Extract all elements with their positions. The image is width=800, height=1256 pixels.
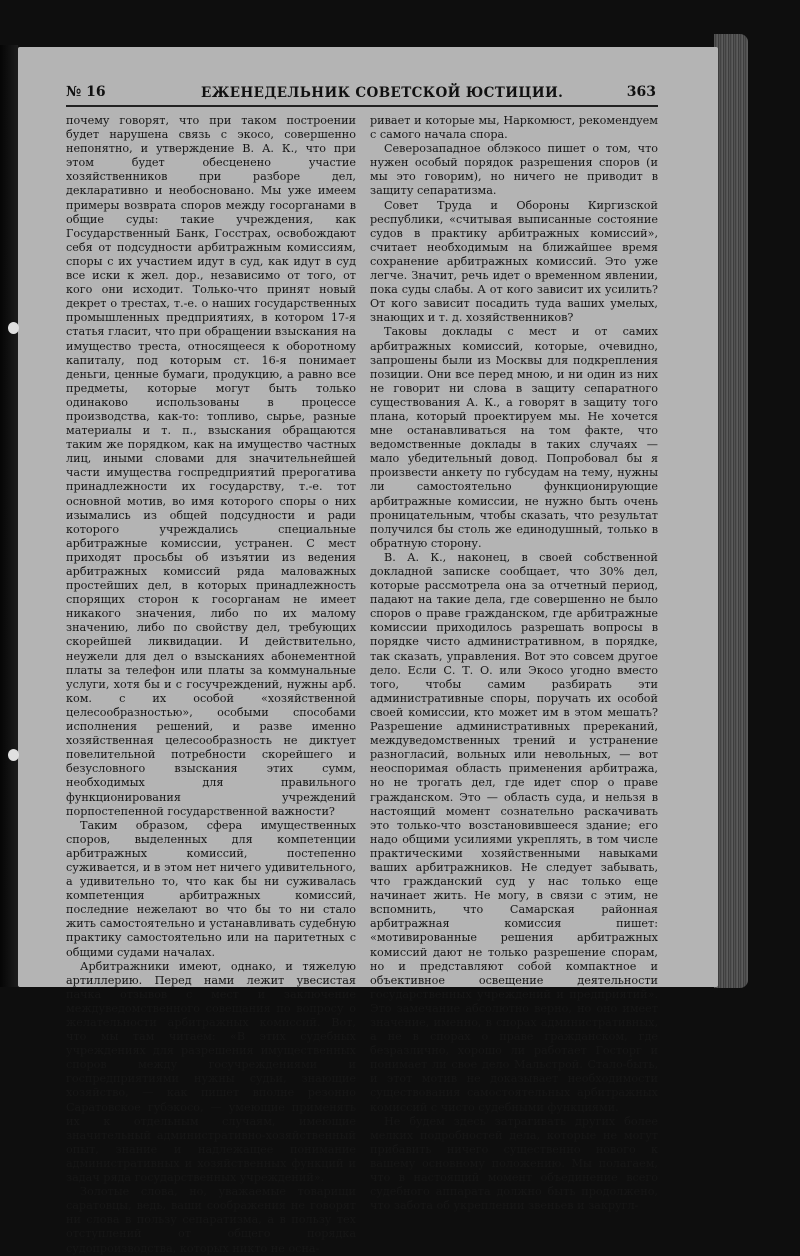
paragraph: ривает и которые мы, Наркомюст, рекомендуем с самого начала спора. — [370, 114, 658, 142]
paragraph: почему говорят, что при таком построении будет нарушена связь с экосо, совершенно непонятно, и утверждение В. А. К., что при этом будет обесценено участие хозяйственников при разборе дел, декларативно и необосновано. Мы уже имеем примеры возврата споров между госорганами в общие суды: такие учреждения, как Государственный Банк, Госстрах, освобождают себя от подсудности арбитражным комиссиям, споры с их участием идут в суд, как идут в суд все иски к жел. дор., независимо от того, от кого они исходит. Только-что принят новый декрет о трестах, т.-е. о наших государственных промышленных предприятиях, в котором 17-я статья гласит, что при обращении взыскания на имущество треста, относящееся к оборотному капиталу, под которым ст. 16-я понимает деньги, ценные бумаги, продукцию, а равно все предметы, которые могут быть только одинаково использованы в процессе производства, как-то: топливо, сырье, разные материалы и т. п., взыскания обращаются таким же порядком, как на имущество частных лиц, иными словами для значительнейшей части имущества госпредприятий прерогатива принадлежности их государству, т.-е. тот основной мотив, во имя которого споры о них изымались из общей подсудности и ради которого учреждались специальные арбитражные комиссии, устранен. С мест приходят просьбы об изъятии из ведения арбитражных комиссий ряда маловажных простейших дел, в которых принадлежность спорящих сторон к госорганам не имеет никакого значения, либо по их малому значению, либо по свойству дел, требующих скорейшей ликвидации. И действительно, неужели для дел о взысканиях абонементной платы за телефон или платы за коммунальные услуги, хотя бы и с госучреждений, нужны арб. ком. с их особой «хозяйственной целесообразностью», особыми способами исполнения решений, и разве именно хозяйственная целесообразность не диктует повелительной потребности скорейшего и безусловного взыскания этих сумм, необходимых для правильного функционирования учреждений порпостепенной государственной важности? — [66, 114, 356, 818]
binding-shadow — [0, 45, 18, 987]
right-column — [370, 114, 658, 1213]
journal-title: ЕЖЕНЕДЕЛЬНИК СОВЕТСКОЙ ЮСТИЦИИ. — [201, 85, 564, 101]
paragraph: Таковы доклады с мест и от самих арбитражных комиссий, которые, очевидно, запрошены были из Москвы для подкрепления позиции. Они все перед мною, и ни один из них не говорит ни слова в защиту сепаратного существования А. К., а говорят в защиту того плана, который проектируем мы. Не хочется мне останавливаться на том факте, что ведомственные доклады в таких случаях — мало убедительный довод. Попробовал бы я произвести анкету по губсудам на тему, нужны ли самостоятельно функционирующие арбитражные комиссии, не нужно быть очень проницательным, чтобы сказать, что результат получился бы столь же единодушный, только в обратную сторону. — [370, 325, 658, 550]
running-header — [66, 84, 656, 106]
header-rule — [66, 105, 658, 107]
punch-hole-top — [8, 322, 19, 334]
paragraph: Совет Труда и Обороны Киргизской республики, «считывая выписанные состояние судов в практику арбитражных комиссий», считает необходимым на ближайшее время сохранение арбитражных комиссий. Это уже легче. Значит, речь идет о временном явлении, пока суды слабы. А от кого зависит их усилить? От кого зависит посадить туда ваших умелых, знающих и т. д. хозяйственников? — [370, 198, 658, 325]
paragraph: Северозападное облэкосо пишет о том, что нужен особый порядок разрешения споров (и мы это говорим), но ничего не приводит в защиту сепаратизма. — [370, 142, 658, 198]
issue-number: № 16 — [66, 84, 106, 100]
punch-hole-bottom — [8, 749, 19, 761]
paragraph: В. А. К., наконец, в своей собственной докладной записке сообщает, что 30% дел, которые рассмотрела она за отчетный период, падают на такие дела, где совершенно не было споров о праве гражданском, где арбитражные комиссии приходилось разрешать вопросы в порядке чисто административном, в порядке, так сказать, управления. Вот это совсем другое дело. Если С. Т. О. или Экосо угодно вместо того, чтобы самим разбирать эти административные споры, поручать их особой своей комиссии, кто может им в этом мешать? Разрешение административных пререканий, междуведомственных трений и устранение разногласий, вольных или невольных, — вот неоспоримая область применения арбитража, но не трогать дел, где идет спор о праве гражданском. Это — область суда, и нельзя в настоящий момент сознательно раскачивать это только-что возстановившееся здание; его надо общими усилиями укреплять, в том числе практическими хозяйственными навыками ваших арбитражников. Не следует забывать, что гражданский суд у нас только еще начинает жить. Не могу, в связи с этим, не вспомнить, что Самарская районная арбитражная комиссия пишет: «мотивированные решения арбитражных комиссий дают не только разрешение спорам, но и представляют собой компактное и объективное освещение деятельности государственных учреждений и предприятий». Это замечание абсолютно верно, но оно имеет значение, именно, в спорах административных, а не в спорах о праве гражданском, где безразлично, хорошо ли работает Госторг и понимает ли свое дело Мальстрой. Стало-быть, и этот мотив не доказывает необходимости существования самостоятельных арбитражных комиссий с чисто судебными функциями. — [370, 550, 658, 1114]
paragraph: Таким образом, сфера имущественных споров, выделенных для компетенции арбитражных комиссий, постепенно суживается, и в этом нет ничего удивительного, а удивительно то, что как бы ни суживалась компетенция арбитражных комиссий, последние нежелают во что бы то ни стало жить самостоятельно и устанавливать судебную практику самостоятельно или на паритетных с общими судами началах. — [66, 818, 356, 959]
page-number: 363 — [626, 84, 656, 100]
paragraph: Золотые слова, но, уважаемые товарищи саратовцы, ведь, ваши соображения не говорят ни слова в пользу сепаратизма, а в пользу тех отступлений от общего порядка судопроизводства, которых никто не осна- — [66, 1185, 356, 1255]
left-column — [66, 114, 356, 1256]
paragraph: Не будем здесь затрагивать других более мелких подробностей дела, которые не могут прибавить ничего существенно нового к вашему основному положению. Мы полагаем, что в настоящий момент объединение всего судебного аппарата должно быть продолжено, что забота об укреплении звеньев и закругл- — [370, 1114, 658, 1213]
paragraph: Арбитражники имеют, однако, и тяжелую артиллерию. Перед нами лежит увесистая пачка отзывов с мест и заключение междуведомственного совещания по вопросу о желательности арбитражных комиссий. Вот, что мы там читаем: «В этих судебных учреждениях для разрешения имущественных споров между госучреждениями и госпредприятиями нужны судьи, знающие хозяйство, — как пишет вполне резонно Саратовское губэкосо, — умеющие применять их к отдельным случаям, имеющие значительный административно-хозяйственный опыт, знание и надлежащее понимание административных и хозяйственных функций и задач ряда государственных учреждений». — [66, 959, 356, 1185]
page-edges — [714, 34, 748, 988]
